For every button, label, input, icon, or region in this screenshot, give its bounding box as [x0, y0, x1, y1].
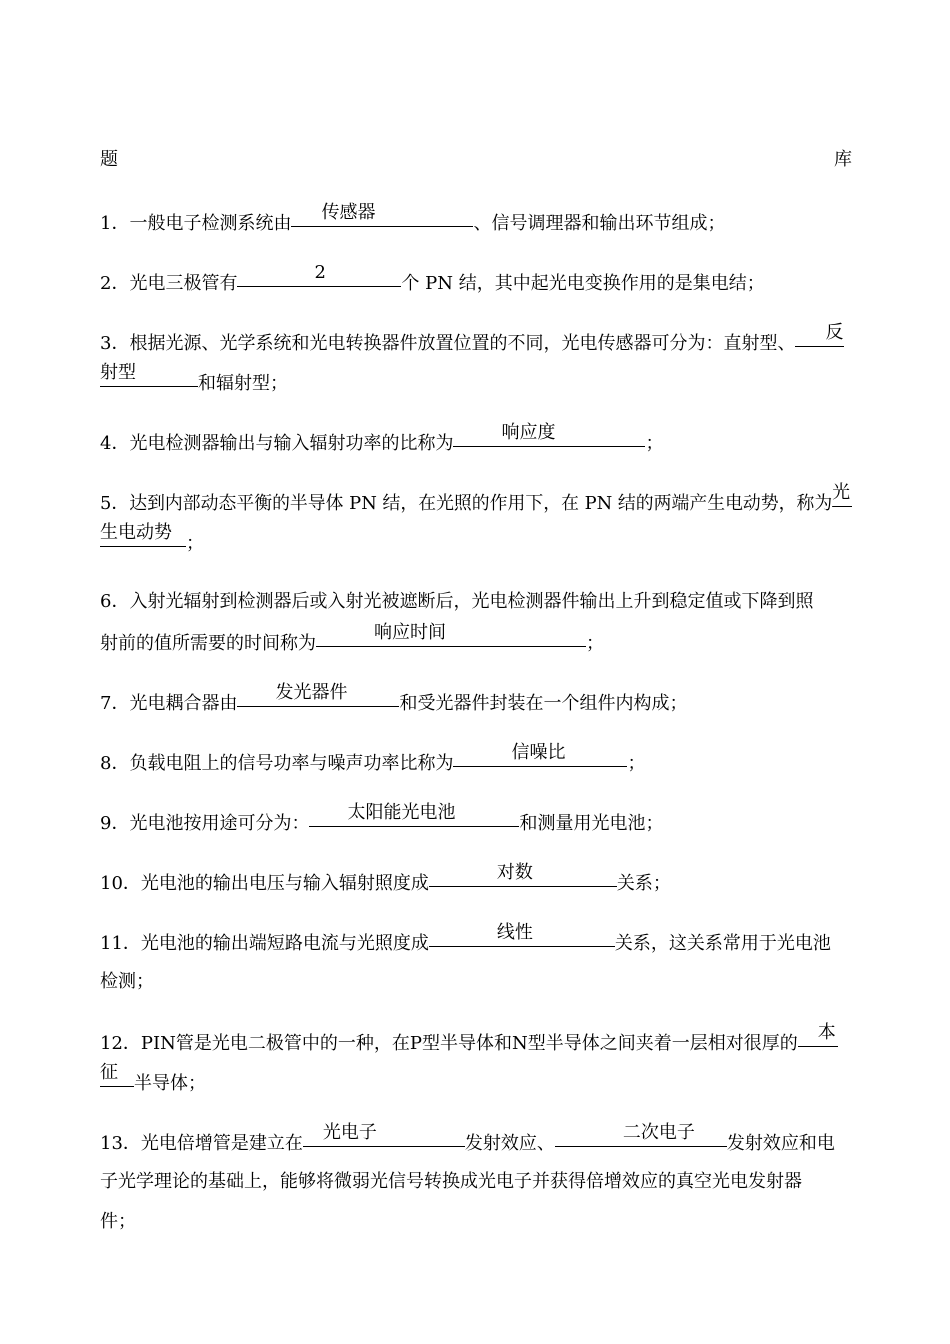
question-2	[100, 262, 852, 302]
question-text: 子光学理论的基础上，能够将微弱光信号转换成光电子并获得倍增效应的真空光电发射器	[100, 1171, 802, 1192]
answer-blank	[237, 260, 401, 287]
answer-text: 响应时间	[374, 622, 446, 643]
question-text: 和辐射型；	[198, 373, 288, 394]
question-text: 和受光器件封装在一个组件内构成；	[399, 693, 688, 714]
question-text: 发射效应和电	[726, 1133, 835, 1154]
answer-text: 光电子	[322, 1122, 377, 1143]
title-left: 题	[100, 149, 118, 170]
question-3	[100, 322, 852, 402]
question-text: 关系；	[616, 873, 671, 894]
answer-text: 2	[314, 262, 326, 283]
answer-blank	[309, 800, 519, 827]
answer-blank	[453, 740, 627, 767]
question-text: 7．光电耦合器由	[100, 693, 238, 714]
answer-text: 反	[825, 322, 844, 343]
question-text: ；	[586, 633, 604, 654]
question-7	[100, 682, 852, 722]
question-5	[100, 482, 852, 562]
question-text: 10．光电池的输出电压与输入辐射照度成	[100, 873, 429, 894]
question-text: 5．达到内部动态平衡的半导体 PN 结，在光照的作用下，在 PN 结的两端产生电动势，称为	[100, 493, 833, 514]
question-text: 9．光电池按用途可分为：	[100, 813, 310, 834]
answer-blank	[316, 620, 586, 647]
title-right: 库	[834, 149, 852, 170]
answer-text: 对数	[496, 862, 533, 883]
answer-text: 征	[100, 1062, 118, 1083]
question-text: 个 PN 结，其中起光电变换作用的是集电结；	[401, 273, 765, 294]
question-9	[100, 802, 852, 842]
answer-blank	[100, 1060, 134, 1087]
question-text: 件；	[100, 1211, 136, 1232]
question-12	[100, 1022, 852, 1102]
answer-blank	[798, 1020, 838, 1047]
question-4	[100, 422, 852, 462]
question-text: 半导体；	[134, 1073, 206, 1094]
answer-text: 信噪比	[511, 742, 566, 763]
answer-blank	[795, 320, 844, 347]
question-6	[100, 582, 852, 662]
question-text: 发射效应、	[464, 1133, 555, 1154]
question-text: 6．入射光辐射到检测器后或入射光被遮断后，光电检测器件输出上升到稳定值或下降到照	[100, 591, 814, 612]
answer-text: 传感器	[321, 202, 376, 223]
question-text: 关系，这关系常用于光电池	[614, 933, 831, 954]
question-13	[100, 1122, 852, 1242]
question-text: 1．一般电子检测系统由	[100, 213, 292, 234]
question-text: 12．PIN管是光电二极管中的一种，在P型半导体和N型半导体之间夹着一层相对很厚的	[100, 1033, 798, 1054]
answer-text: 光	[832, 482, 851, 503]
question-text: ；	[645, 433, 664, 454]
answer-text: 太阳能光电池	[347, 802, 456, 823]
question-text: 检测；	[100, 971, 154, 992]
question-1	[100, 202, 852, 242]
question-text: 2．光电三极管有	[100, 273, 238, 294]
answer-text: 发光器件	[275, 682, 348, 703]
answer-blank	[453, 420, 645, 447]
question-text: 和测量用光电池；	[519, 813, 664, 834]
question-text: ；	[186, 533, 204, 554]
question-text: ；	[627, 753, 646, 774]
question-10	[100, 862, 852, 902]
question-text: 、信号调理器和输出环节组成；	[473, 213, 726, 234]
question-text: 3．根据光源、光学系统和光电转换器件放置位置的不同，光电传感器可分为：直射型、	[100, 333, 796, 354]
answer-text: 二次电子	[622, 1122, 695, 1143]
answer-text: 射型	[100, 362, 136, 383]
answer-blank	[100, 360, 198, 387]
answer-text: 生电动势	[100, 522, 172, 543]
answer-text: 本	[817, 1022, 836, 1043]
answer-blank	[832, 480, 852, 507]
question-text: 4．光电检测器输出与输入辐射功率的比称为	[100, 433, 454, 454]
answer-text: 线性	[496, 922, 533, 943]
answer-blank	[237, 680, 399, 707]
answer-blank	[429, 860, 617, 887]
question-11	[100, 922, 852, 1002]
question-text: 8．负载电阻上的信号功率与噪声功率比称为	[100, 753, 454, 774]
answer-blank	[429, 920, 615, 947]
answer-blank	[291, 200, 473, 227]
answer-blank	[100, 520, 186, 547]
title-row	[100, 147, 852, 173]
answer-blank	[303, 1120, 465, 1147]
answer-text: 响应度	[501, 422, 556, 443]
answer-blank	[555, 1120, 727, 1147]
question-text: 11．光电池的输出端短路电流与光照度成	[100, 933, 429, 954]
question-text: 13．光电倍增管是建立在	[100, 1133, 303, 1154]
question-8	[100, 742, 852, 782]
question-text: 射前的值所需要的时间称为	[100, 633, 316, 654]
